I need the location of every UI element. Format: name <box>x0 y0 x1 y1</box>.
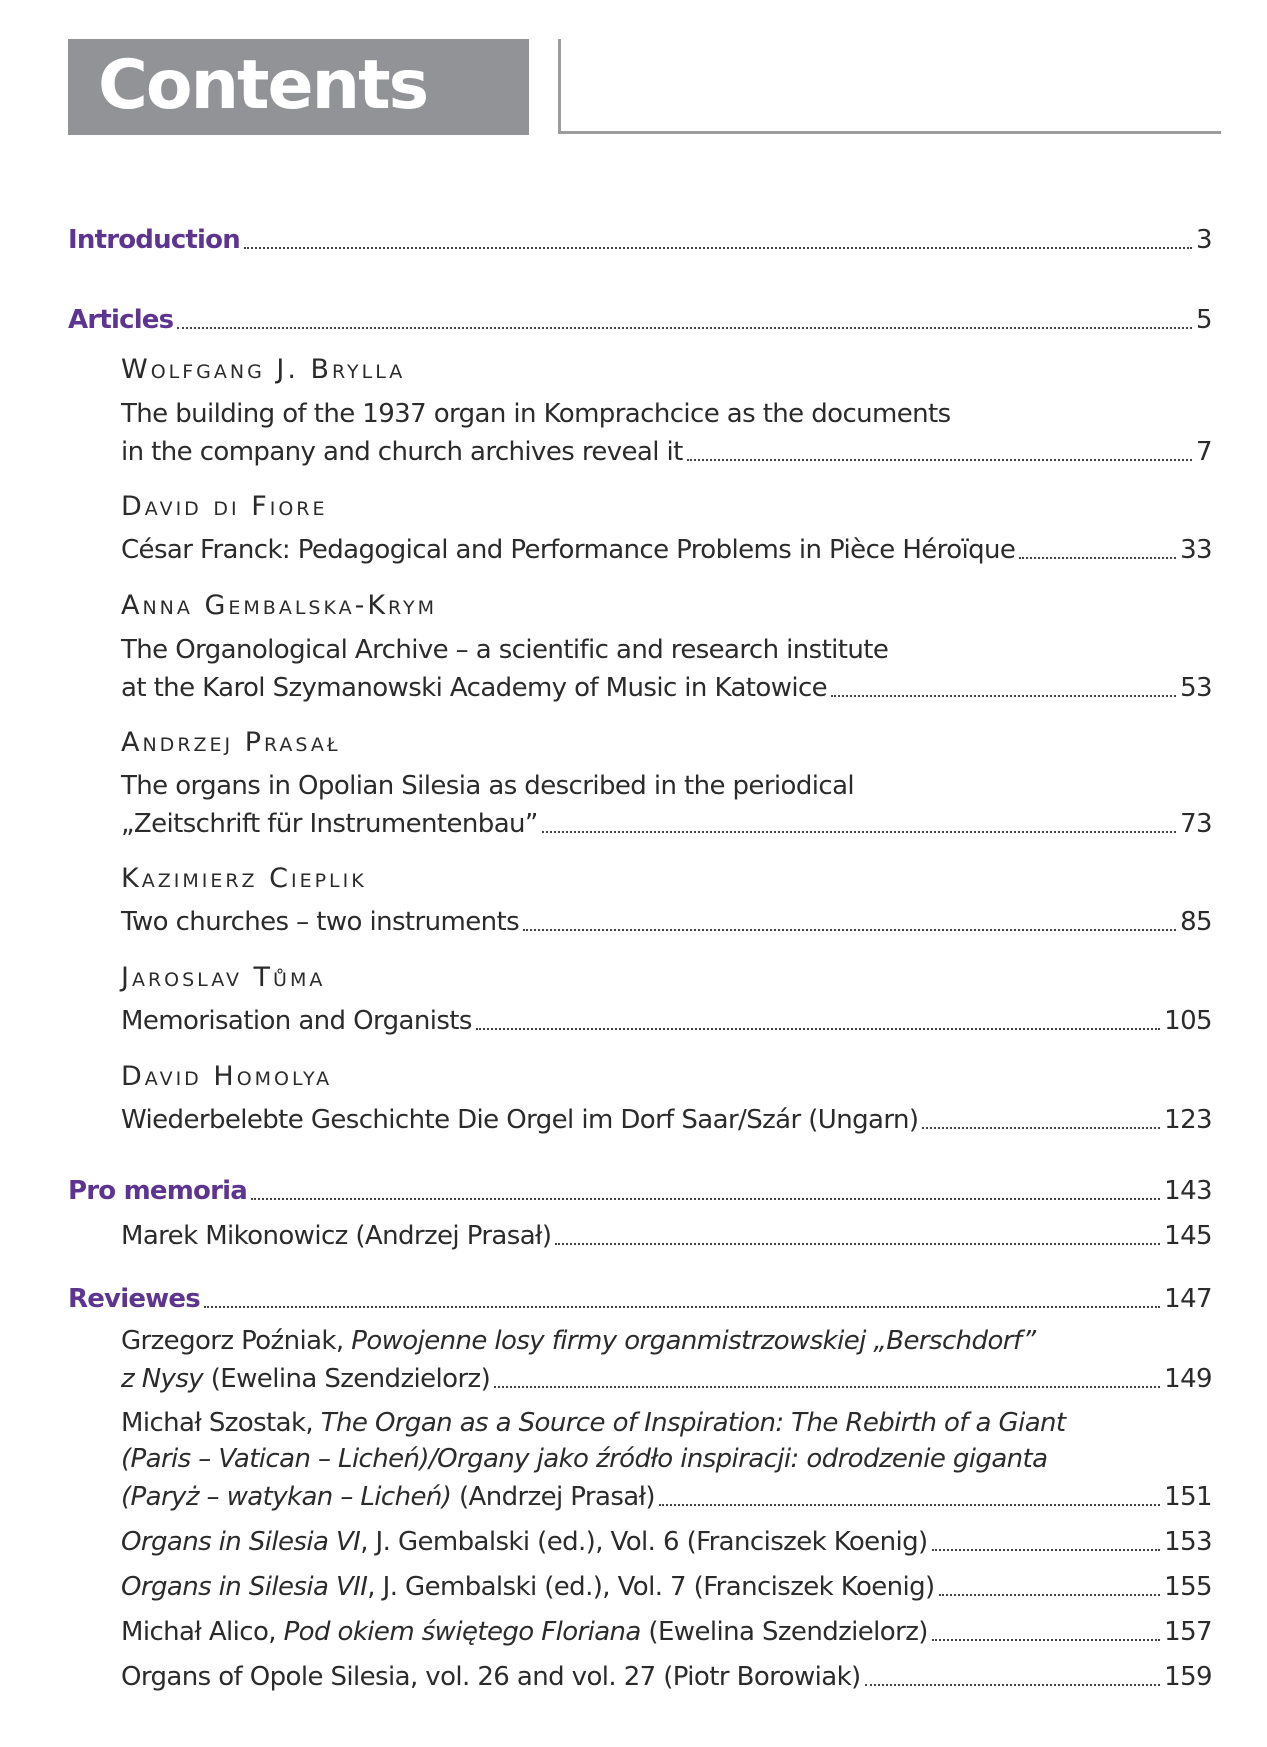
page-number: 151 <box>1164 1482 1212 1512</box>
page-number: 73 <box>1180 809 1212 839</box>
review-title-line <box>121 1571 935 1603</box>
toc-entry-article[interactable] <box>121 1096 1212 1136</box>
dot-leader <box>932 1549 1161 1551</box>
dot-leader <box>687 459 1192 461</box>
page-number: 33 <box>1180 535 1212 565</box>
toc-entry-pro-memoria-item[interactable] <box>121 1212 1212 1252</box>
page-number: 7 <box>1196 437 1212 467</box>
entry-text: Marek Mikonowicz (Andrzej Prasał) <box>121 1221 552 1251</box>
article-author: Anna Gembalska-Krym <box>121 590 438 621</box>
dot-leader <box>177 327 1192 329</box>
dot-leader <box>1019 557 1176 559</box>
section-title: Reviewes <box>68 1284 200 1314</box>
reviewer: (Ewelina Szendzielorz) <box>203 1364 491 1394</box>
article-title-line: Two churches – two instruments <box>121 907 520 937</box>
article-title-line: César Franck: Pedagogical and Performance Problems in Pièce Héroïque <box>121 535 1016 565</box>
toc-entry-review[interactable] <box>121 1608 1212 1648</box>
review-book-title: Organs in Silesia VII <box>121 1572 368 1602</box>
dot-leader <box>542 831 1176 833</box>
header-rule-horizontal <box>558 131 1221 134</box>
page-number: 53 <box>1180 673 1212 703</box>
article-author: Andrzej Prasał <box>121 727 341 758</box>
review-title-line[interactable] <box>121 1405 1066 1441</box>
page-number: 145 <box>1164 1221 1212 1251</box>
review-title-line <box>121 1526 928 1558</box>
dot-leader <box>659 1504 1160 1506</box>
page-number: 85 <box>1180 907 1212 937</box>
toc-entry-review[interactable] <box>121 1653 1212 1693</box>
reviewer: (Andrzej Prasał) <box>451 1482 655 1512</box>
dot-leader <box>831 695 1176 697</box>
article-author: Wolfgang J. Brylla <box>121 354 406 385</box>
article-title-line[interactable]: The building of the 1937 organ in Komprachcice as the documents <box>121 399 951 429</box>
dot-leader <box>494 1386 1160 1388</box>
dot-leader <box>555 1243 1160 1245</box>
review-author: Michał Alico, <box>121 1617 284 1647</box>
article-author: David di Fiore <box>121 491 328 522</box>
dot-leader <box>251 1198 1160 1200</box>
review-details: , J. Gembalski (ed.), Vol. 7 (Franciszek Koenig) <box>367 1572 935 1602</box>
dot-leader <box>204 1306 1160 1308</box>
dot-leader <box>865 1684 1161 1686</box>
dot-leader <box>244 247 1192 249</box>
toc-entry-review[interactable] <box>121 1563 1212 1603</box>
article-title-line: Wiederbelebte Geschichte Die Orgel im Dorf Saar/Szár (Ungarn) <box>121 1105 919 1135</box>
page-number: 123 <box>1164 1105 1212 1135</box>
toc-entry-review[interactable] <box>121 1355 1212 1395</box>
article-author: Jaroslav Tůma <box>121 962 326 993</box>
dot-leader <box>476 1028 1160 1030</box>
review-title-line <box>121 1363 490 1395</box>
review-book-title: Pod okiem świętego Floriana <box>283 1617 641 1647</box>
review-book-title: The Organ as a Source of Inspiration: The Rebirth of a Giant <box>320 1408 1066 1438</box>
dot-leader <box>932 1639 1160 1641</box>
review-title-line <box>121 1616 928 1648</box>
dot-leader <box>922 1127 1160 1129</box>
page-number: 3 <box>1196 225 1212 255</box>
toc-entry-review[interactable] <box>121 1518 1212 1558</box>
page-number: 157 <box>1164 1617 1212 1647</box>
section-title: Introduction <box>68 225 240 255</box>
toc-entry-article[interactable] <box>121 898 1212 938</box>
toc-entry-article[interactable] <box>121 997 1212 1037</box>
article-title-line: „Zeitschrift für Instrumentenbau” <box>121 809 538 839</box>
section-title: Articles <box>68 305 174 335</box>
article-author: David Homolya <box>121 1061 333 1092</box>
review-title-line: Organs of Opole Silesia, vol. 26 and vol. 27 (Piotr Borowiak) <box>121 1662 861 1692</box>
toc-entry-reviewes[interactable] <box>68 1275 1212 1315</box>
reviewer: (Ewelina Szendzielorz) <box>640 1617 928 1647</box>
header-rule-vertical <box>558 39 561 134</box>
toc-entry-review[interactable] <box>121 1473 1212 1513</box>
page-number: 149 <box>1164 1364 1212 1394</box>
page-number: 153 <box>1164 1527 1212 1557</box>
review-details: , J. Gembalski (ed.), Vol. 6 (Franciszek Koenig) <box>360 1527 928 1557</box>
article-title-line[interactable]: The Organological Archive – a scientific and research institute <box>121 635 889 665</box>
review-author: Michał Szostak, <box>121 1408 321 1438</box>
dot-leader <box>939 1594 1161 1596</box>
review-book-title: (Paryż – watykan – Licheń) <box>121 1482 452 1512</box>
toc-entry-article[interactable] <box>121 800 1212 840</box>
toc-entry-articles[interactable] <box>68 296 1212 336</box>
toc-entry-article[interactable] <box>121 526 1212 566</box>
review-title-line[interactable] <box>121 1323 1035 1359</box>
article-title-line[interactable]: The organs in Opolian Silesia as described in the periodical <box>121 771 855 801</box>
toc-entry-article[interactable] <box>121 664 1212 704</box>
article-author: Kazimierz Cieplik <box>121 863 367 894</box>
page-number: 155 <box>1164 1572 1212 1602</box>
review-book-title: z Nysy <box>121 1364 204 1394</box>
page-number: 5 <box>1196 305 1212 335</box>
review-book-title: Powojenne losy firmy organmistrzowskiej „Berschdorf” <box>351 1326 1036 1356</box>
section-title: Pro memoria <box>68 1176 247 1206</box>
contents-heading: Contents <box>68 39 529 135</box>
review-author: Grzegorz Poźniak, <box>121 1326 352 1356</box>
review-book-title: Organs in Silesia VI <box>121 1527 361 1557</box>
article-title-line: at the Karol Szymanowski Academy of Music in Katowice <box>121 673 828 703</box>
page-number: 147 <box>1164 1284 1212 1314</box>
page-number: 143 <box>1164 1176 1212 1206</box>
review-title-line <box>121 1481 655 1513</box>
toc-entry-article[interactable] <box>121 428 1212 468</box>
toc-entry-pro-memoria[interactable] <box>68 1167 1212 1207</box>
article-title-line: Memorisation and Organists <box>121 1006 472 1036</box>
toc-entry-introduction[interactable] <box>68 216 1212 256</box>
article-title-line: in the company and church archives reveal it <box>121 437 683 467</box>
page-number: 105 <box>1164 1006 1212 1036</box>
review-title-line[interactable]: (Paris – Vatican – Licheń)/Organy jako źródło inspiracji: odrodzenie giganta <box>121 1444 1048 1474</box>
dot-leader <box>523 929 1176 931</box>
page-number: 159 <box>1164 1662 1212 1692</box>
